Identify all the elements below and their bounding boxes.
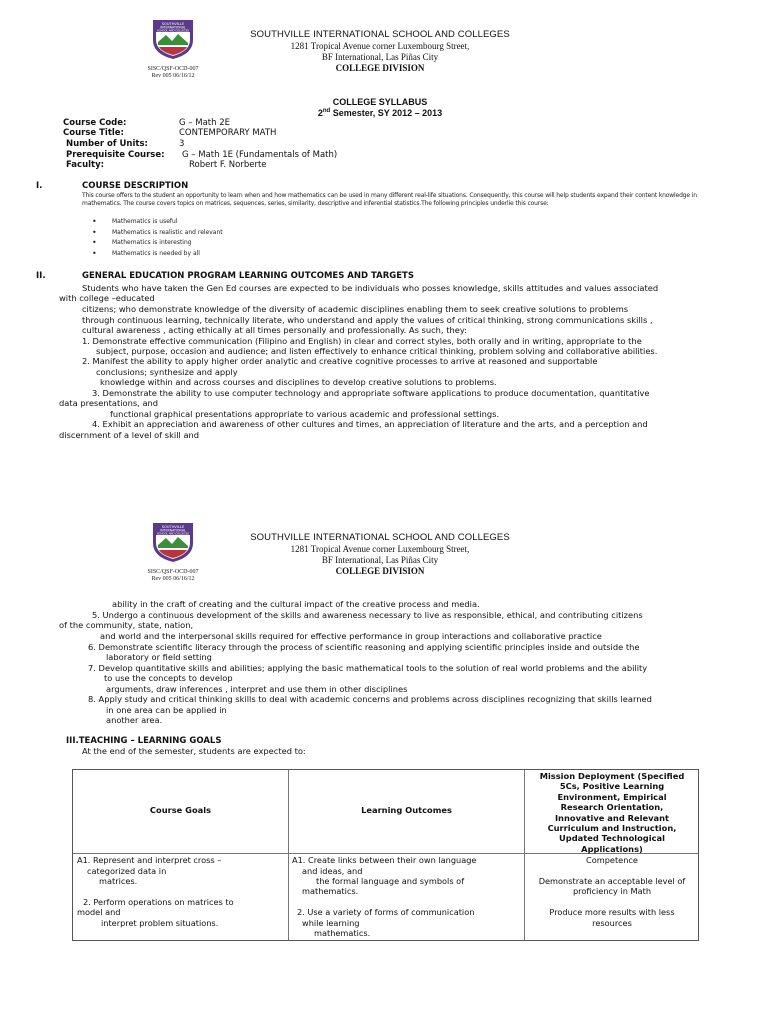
list-item: • Mathematics is realistic and relevant bbox=[90, 228, 223, 239]
text-line: 6. Demonstrate scientific literacy through the process of scientific reasoning and applying scientific principles inside and outside the bbox=[88, 642, 640, 652]
course-code-label: Course Code: bbox=[63, 118, 127, 128]
text-line: subject, purpose, occasion and audience; and listen effectively to enhance critical thinking, problem solving and collaborative abilities. bbox=[96, 346, 658, 356]
table-cell: 2. Perform operations on matrices to bbox=[83, 897, 234, 907]
svg-text:SOUTHVILLE: SOUTHVILLE bbox=[161, 525, 185, 529]
table-cell: mathematics. bbox=[302, 886, 359, 896]
text-line: 8. Apply study and critical thinking skills to deal with academic concerns and problems across disciplines recognizing that skills learned bbox=[88, 694, 652, 704]
text-line: laboratory or field setting bbox=[106, 652, 212, 662]
text-line: cultural awareness , acting ethically at all times personally and professionally. As such, they: bbox=[82, 325, 467, 335]
text-line: discernment of a level of skill and bbox=[59, 430, 200, 440]
table-cell: A1. Create links between their own language bbox=[292, 855, 477, 865]
school-name: SOUTHVILLE INTERNATIONAL SCHOOL AND COLLEGES bbox=[250, 29, 510, 40]
text-line: in one area can be applied in bbox=[106, 705, 227, 715]
table-cell: resources bbox=[592, 918, 632, 928]
course-title-value: CONTEMPORARY MATH bbox=[179, 128, 277, 138]
table-cell: mathematics. bbox=[314, 928, 371, 938]
svg-text:SCHOOL AND COLLEGES: SCHOOL AND COLLEGES bbox=[157, 532, 189, 536]
section-2-title: GENERAL EDUCATION PROGRAM LEARNING OUTCOMES AND TARGETS bbox=[82, 271, 414, 281]
faculty-row bbox=[0, 160, 768, 171]
text-line: functional graphical presentations appropriate to various academic and professional settings. bbox=[110, 409, 500, 419]
table-cell: matrices. bbox=[99, 876, 138, 886]
units-value: 3 bbox=[179, 139, 185, 149]
text-line: knowledge within and across courses and disciplines to develop creative solutions to problems. bbox=[100, 377, 497, 387]
table-cell: proficiency in Math bbox=[572, 886, 652, 896]
col-header-learning-outcomes: Learning Outcomes bbox=[361, 805, 452, 815]
list-item: • Mathematics is useful bbox=[90, 217, 223, 228]
svg-text:INTERNATIONAL: INTERNATIONAL bbox=[160, 528, 186, 533]
semester-line: 2nd Semester, SY 2012 – 2013 bbox=[317, 108, 443, 118]
section-3-intro: At the end of the semester, students are expected to: bbox=[82, 746, 306, 756]
table-cell: categorized data in bbox=[87, 866, 167, 876]
prerequisite-value: G – Math 1E (Fundamentals of Math) bbox=[182, 150, 338, 160]
table-cell: interpret problem situations. bbox=[101, 918, 219, 928]
text-line: data presentations, and bbox=[59, 398, 159, 408]
col-header-mission-deployment: Mission Deployment (Specified 5Cs, Positive Learning Environment, Empirical Research Orientation, Innovative and Relevant Curriculum and Instruction, Updated Technological Applications) bbox=[539, 771, 685, 854]
course-title-row bbox=[0, 128, 768, 139]
text-line: and world and the interpersonal skills required for effective performance in group interactions and collaborative practice bbox=[100, 631, 602, 641]
text-line: through continuous learning, technically literate, who understand and apply the values of critical thinking, strong communications skills , bbox=[82, 315, 653, 325]
svg-text:SOUTHVILLE: SOUTHVILLE bbox=[161, 22, 185, 26]
text-line: 2. Manifest the ability to apply higher order analytic and creative cognitive processes to arrive at reasoned and supportable bbox=[82, 356, 598, 366]
text-line: 7. Develop quantitative skills and abilities; applying the basic mathematical tools to the solution of real world problems and the ability bbox=[88, 663, 648, 673]
syllabus-title bbox=[180, 97, 580, 119]
table-divider bbox=[288, 770, 289, 940]
text-line: arguments, draw inferences , interpret and use them in other disciplines bbox=[106, 684, 408, 694]
doc-revision-text: Rev 005 06/16/12 bbox=[151, 576, 195, 582]
table-cell: 2. Use a variety of forms of communication bbox=[297, 907, 475, 917]
table-cell: model and bbox=[77, 907, 121, 917]
list-item: • Mathematics is needed by all bbox=[90, 249, 223, 260]
text-line: with college –educated bbox=[59, 293, 155, 303]
learning-goals-table bbox=[72, 769, 699, 941]
section-1-number: I. bbox=[36, 181, 43, 191]
faculty-label: Faculty: bbox=[66, 160, 105, 170]
course-title-label: Course Title: bbox=[63, 128, 124, 138]
division-name: COLLEGE DIVISION bbox=[335, 566, 425, 576]
list-item: • Mathematics is interesting bbox=[90, 238, 223, 249]
svg-text:SCHOOL AND COLLEGES: SCHOOL AND COLLEGES bbox=[157, 29, 189, 33]
doc-code-text: SISC/QSF-OCD-007 bbox=[147, 569, 199, 575]
course-description-text: This course offers to the student an opportunity to learn when and how mathematics can be used in many different real-life situations. Consequently, this course will help students expand their content knowledge in mathematics. The course covers topics on matrices, sequences, series, similarity, descriptive and inferential statistics.The following principles underlie this course: bbox=[82, 192, 697, 207]
units-row bbox=[0, 139, 768, 150]
section-3-title: III.TEACHING – LEARNING GOALS bbox=[66, 736, 222, 746]
text-line: 1. Demonstrate effective communication (Filipino and English) in clear and correct styles, both orally and in writing, appropriate to the bbox=[82, 336, 642, 346]
prerequisite-label: Prerequisite Course: bbox=[66, 150, 165, 160]
school-name: SOUTHVILLE INTERNATIONAL SCHOOL AND COLLEGES bbox=[250, 532, 510, 543]
school-address-line1: 1281 Tropical Avenue corner Luxembourg Street, bbox=[290, 41, 470, 51]
text-line: citizens; who demonstrate knowledge of the diversity of academic disciplines enabling them to seek creative solutions to problems bbox=[82, 304, 629, 314]
units-label: Number of Units: bbox=[66, 139, 148, 149]
text-line: of the community, state, nation, bbox=[59, 620, 194, 630]
table-cell: and ideas, and bbox=[302, 866, 363, 876]
svg-text:INTERNATIONAL: INTERNATIONAL bbox=[160, 25, 186, 30]
section-1-title: COURSE DESCRIPTION bbox=[82, 181, 189, 191]
table-cell: Produce more results with less bbox=[549, 907, 675, 917]
col-header-course-goals: Course Goals bbox=[149, 805, 212, 815]
doc-revision-text: Rev 005 06/16/12 bbox=[151, 73, 195, 79]
table-cell: the formal language and symbols of bbox=[316, 876, 465, 886]
text-line: 5. Undergo a continuous development of the skills and awareness necessary to live as responsible, ethical, and contributing citizens bbox=[92, 610, 643, 620]
text-line: conclusions; synthesize and apply bbox=[96, 367, 238, 377]
table-cell: Demonstrate an acceptable level of bbox=[538, 876, 686, 886]
school-address-line2: BF International, Las Piñas City bbox=[321, 52, 439, 62]
table-cell: Competence bbox=[586, 855, 638, 865]
course-code-value: G – Math 2E bbox=[179, 118, 230, 128]
text-line: to use the concepts to develop bbox=[104, 673, 233, 683]
text-line: Students who have taken the Gen Ed courses are expected to be individuals who posses knowledge, skills attitudes and values associated bbox=[82, 283, 659, 293]
school-header bbox=[180, 532, 580, 577]
school-address-line1: 1281 Tropical Avenue corner Luxembourg Street, bbox=[290, 544, 470, 554]
doc-code-text: SISC/QSF-OCD-007 bbox=[147, 66, 199, 72]
syllabus-heading: COLLEGE SYLLABUS bbox=[332, 97, 428, 107]
text-line: 3. Demonstrate the ability to use computer technology and appropriate software applications to produce documentation, quantitative bbox=[92, 388, 650, 398]
faculty-value: Robert F. Norberte bbox=[189, 160, 267, 170]
division-name: COLLEGE DIVISION bbox=[335, 63, 425, 73]
text-line: another area. bbox=[106, 715, 163, 725]
school-header bbox=[180, 29, 580, 74]
school-address-line2: BF International, Las Piñas City bbox=[321, 555, 439, 565]
section-2-number: II. bbox=[36, 271, 46, 281]
text-line: ability in the craft of creating and the cultural impact of the creative process and media. bbox=[112, 599, 480, 609]
text-line: 4. Exhibit an appreciation and awareness of other cultures and times, an appreciation of literature and the arts, and a perception and bbox=[92, 419, 648, 429]
principles-list bbox=[90, 217, 223, 259]
table-cell: A1. Represent and interpret cross – bbox=[77, 855, 222, 865]
table-cell: while learning bbox=[302, 918, 360, 928]
